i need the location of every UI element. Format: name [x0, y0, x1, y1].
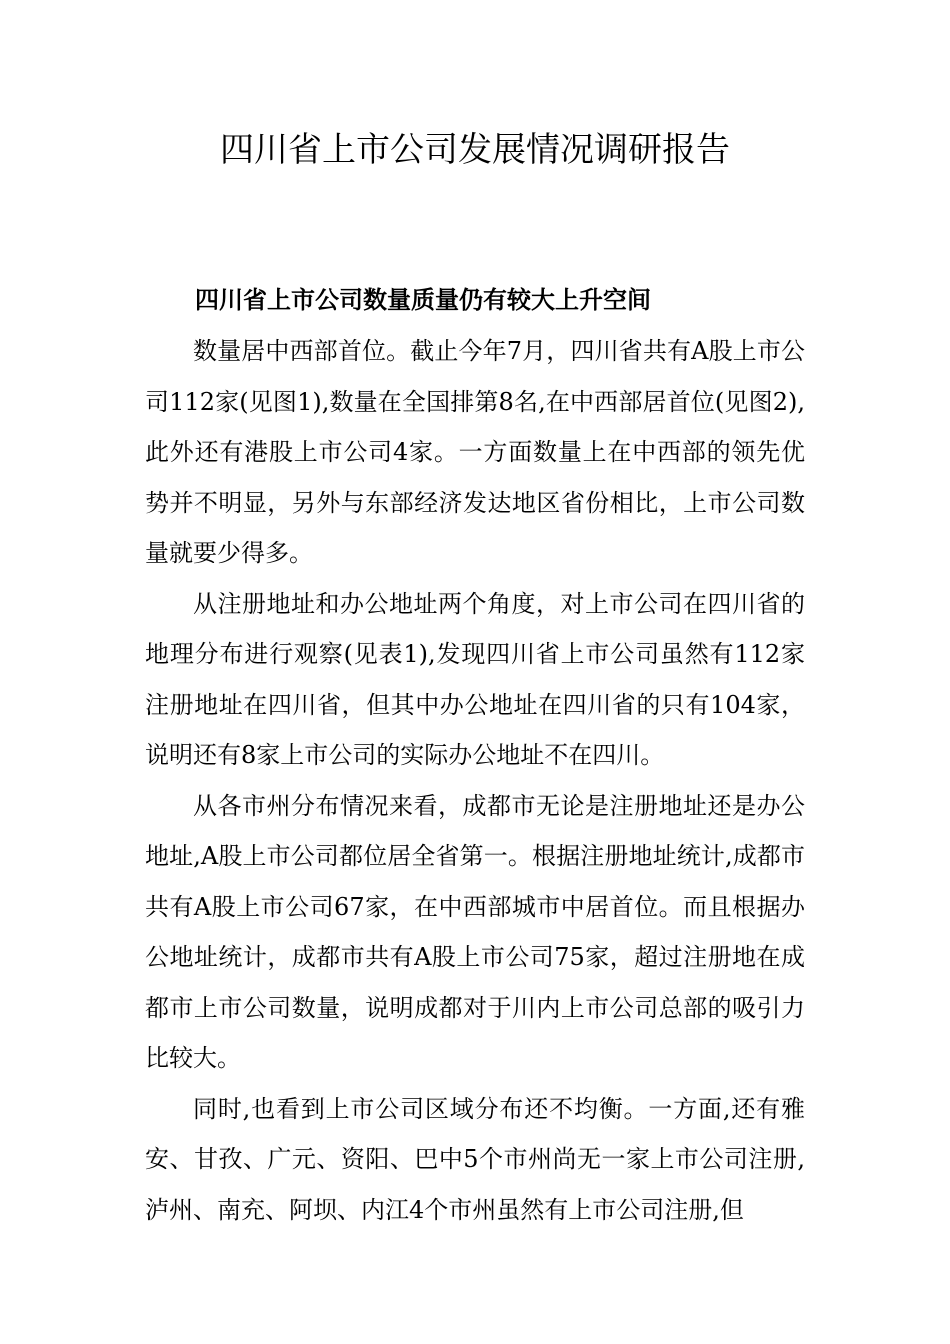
document-body — [145, 326, 805, 1235]
paragraph: 从注册地址和办公地址两个角度，对上市公司在四川省的地理分布进行观察(见表1),发现四川省上市公司虽然有112家注册地址在四川省，但其中办公地址在四川省的只有104家，说明还有8家上市公司的实际办公地址不在四川。 — [145, 589, 805, 769]
paragraph: 数量居中西部首位。截止今年7月，四川省共有A股上市公司112家(见图1),数量在全国排第8名,在中西部居首位(见图2),此外还有港股上市公司4家。一方面数量上在中西部的领先优势并不明显，另外与东部经济发达地区省份相比，上市公司数量就要少得多。 — [145, 337, 805, 567]
paragraph: 从各市州分布情况来看，成都市无论是注册地址还是办公地址,A股上市公司都位居全省第一。根据注册地址统计,成都市共有A股上市公司67家，在中西部城市中居首位。而且根据办公地址统计，成都市共有A股上市公司75家，超过注册地在成都市上市公司数量，说明成都对于川内上市公司总部的吸引力比较大。 — [145, 791, 805, 1072]
section-heading: 四川省上市公司数量质量仍有较大上升空间 — [195, 286, 651, 314]
document-title: 四川省上市公司发展情况调研报告 — [220, 130, 730, 170]
paragraph: 同时,也看到上市公司区域分布还不均衡。一方面,还有雅安、甘孜、广元、资阳、巴中5个市州尚无一家上市公司注册,泸州、南充、阿坝、内江4个市州虽然有上市公司注册,但 — [145, 1094, 805, 1224]
